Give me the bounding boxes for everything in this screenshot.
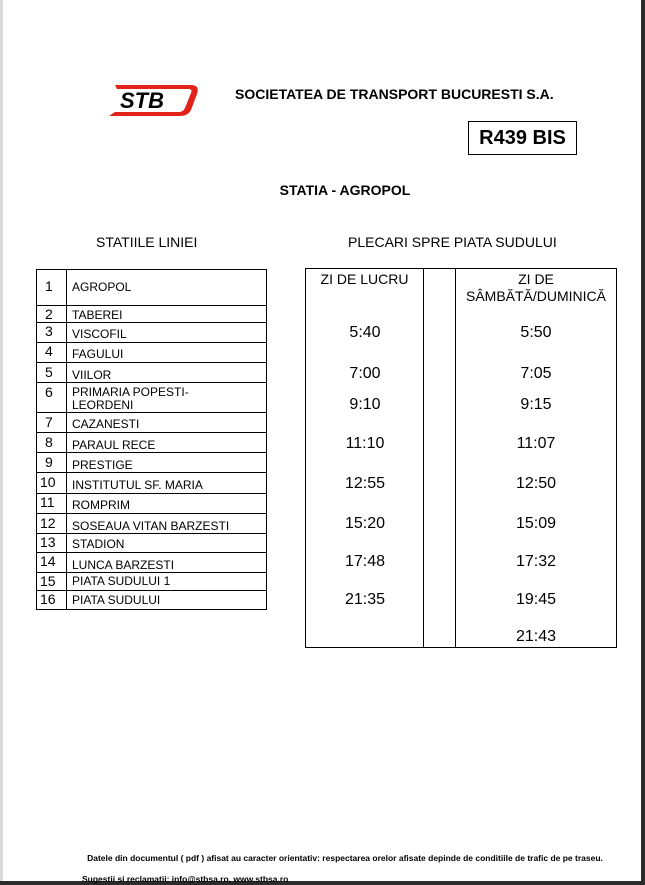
logo-text: STB: [120, 88, 164, 113]
weekday-time: 7:00: [349, 365, 381, 382]
weekend-time: 11:07: [516, 435, 556, 452]
station-number: 9: [45, 454, 53, 470]
stations-table: [36, 269, 267, 610]
station-name: TABEREI: [72, 308, 123, 322]
station-name: ROMPRIM: [72, 498, 130, 512]
station-row: [37, 453, 266, 473]
departures-table: [305, 268, 617, 648]
weekend-time: 5:50: [520, 324, 552, 341]
station-row: [37, 343, 266, 363]
company-name: SOCIETATEA DE TRANSPORT BUCURESTI S.A.: [235, 86, 554, 102]
stations-heading: STATIILE LINIEI: [96, 234, 198, 250]
station-number: 11: [40, 494, 55, 510]
weekday-time: 9:10: [349, 396, 381, 413]
station-name: LUNCA BARZESTI: [72, 558, 175, 572]
weekend-time: 17:32: [515, 553, 557, 570]
weekend-time: 21:43: [515, 628, 557, 645]
column-divider: [423, 269, 424, 647]
station-number: 15: [40, 573, 56, 589]
station-name: CAZANESTI: [72, 417, 140, 431]
weekday-time: 12:55: [344, 475, 386, 492]
weekend-header: [456, 271, 616, 305]
weekend-time: 12:50: [515, 475, 557, 492]
weekend-header-line2: SÂMBĂTĂ/DUMINICĂ: [465, 288, 606, 304]
viewer-scrollbar[interactable]: [641, 0, 645, 885]
station-number: 8: [45, 434, 53, 450]
weekend-time: 9:15: [520, 396, 552, 413]
station-row: [37, 573, 266, 591]
station-name: FAGULUI: [72, 347, 124, 361]
station-number: 16: [40, 591, 56, 607]
weekend-header-line1: ZI DE: [518, 271, 554, 287]
station-row: [37, 383, 266, 413]
viewer-left-edge: [0, 0, 3, 885]
station-row: [37, 514, 266, 534]
station-name: PIATA SUDULUI: [72, 593, 161, 607]
weekday-time: 15:20: [344, 515, 386, 532]
station-name: PARAUL RECE: [72, 438, 156, 452]
station-row: [37, 494, 266, 514]
footer-contact: Sugestii si reclamatii: info@stbsa.ro, www.stbsa.ro: [82, 874, 289, 884]
station-row: [37, 413, 266, 433]
weekday-time: 21:35: [344, 591, 386, 608]
weekday-time: 5:40: [349, 324, 381, 341]
station-row: [37, 553, 266, 573]
station-name: INSTITUTUL SF. MARIA: [72, 478, 203, 492]
station-name: AGROPOL: [72, 280, 132, 294]
station-number: 4: [45, 343, 53, 359]
weekend-time: 15:09: [515, 515, 557, 532]
weekend-time: 7:05: [520, 365, 552, 382]
station-name: SOSEAUA VITAN BARZESTI: [72, 519, 230, 533]
station-row: [37, 323, 266, 343]
station-number: 14: [40, 553, 56, 569]
route-number: R439 BIS: [468, 121, 577, 155]
station-number: 2: [45, 306, 53, 322]
weekday-header-text: ZI DE LUCRU: [320, 271, 409, 287]
station-row: [37, 306, 266, 323]
station-name-line1: PRIMARIA POPESTI-: [72, 385, 189, 399]
station-name: PRESTIGE: [72, 458, 133, 472]
station-row: [37, 534, 266, 553]
weekend-time: 19:45: [515, 591, 557, 608]
station-row: [37, 270, 266, 306]
weekday-time: 11:10: [345, 435, 385, 452]
station-name: VISCOFIL: [72, 327, 127, 341]
station-number: 13: [40, 534, 56, 550]
station-row: [37, 591, 266, 609]
station-row: [37, 473, 266, 494]
station-name: PIATA SUDULUI 1: [72, 574, 171, 588]
departures-heading: PLECARI SPRE PIATA SUDULUI: [348, 234, 557, 250]
station-name: VIILOR: [72, 368, 112, 382]
station-row: [37, 433, 266, 453]
station-number: 7: [45, 414, 53, 430]
station-name: STADION: [72, 537, 125, 551]
station-number: 10: [40, 474, 56, 490]
station-title: STATIA - AGROPOL: [279, 182, 411, 198]
station-name-line2: LEORDENI: [72, 398, 134, 412]
station-number: 3: [45, 323, 53, 339]
weekday-header: [306, 271, 423, 288]
station-number: 1: [45, 278, 53, 294]
station-number: 12: [40, 515, 56, 531]
stb-logo: [105, 82, 201, 118]
station-row: [37, 363, 266, 383]
station-number: 6: [45, 384, 53, 400]
footer-note: Datele din documentul ( pdf ) afisat au caracter orientativ: respectarea orelor afisate depinde de conditiile de trafic de pe traseu.: [87, 853, 603, 863]
station-number: 5: [45, 364, 53, 380]
weekday-time: 17:48: [344, 553, 386, 570]
column-divider: [455, 269, 456, 647]
